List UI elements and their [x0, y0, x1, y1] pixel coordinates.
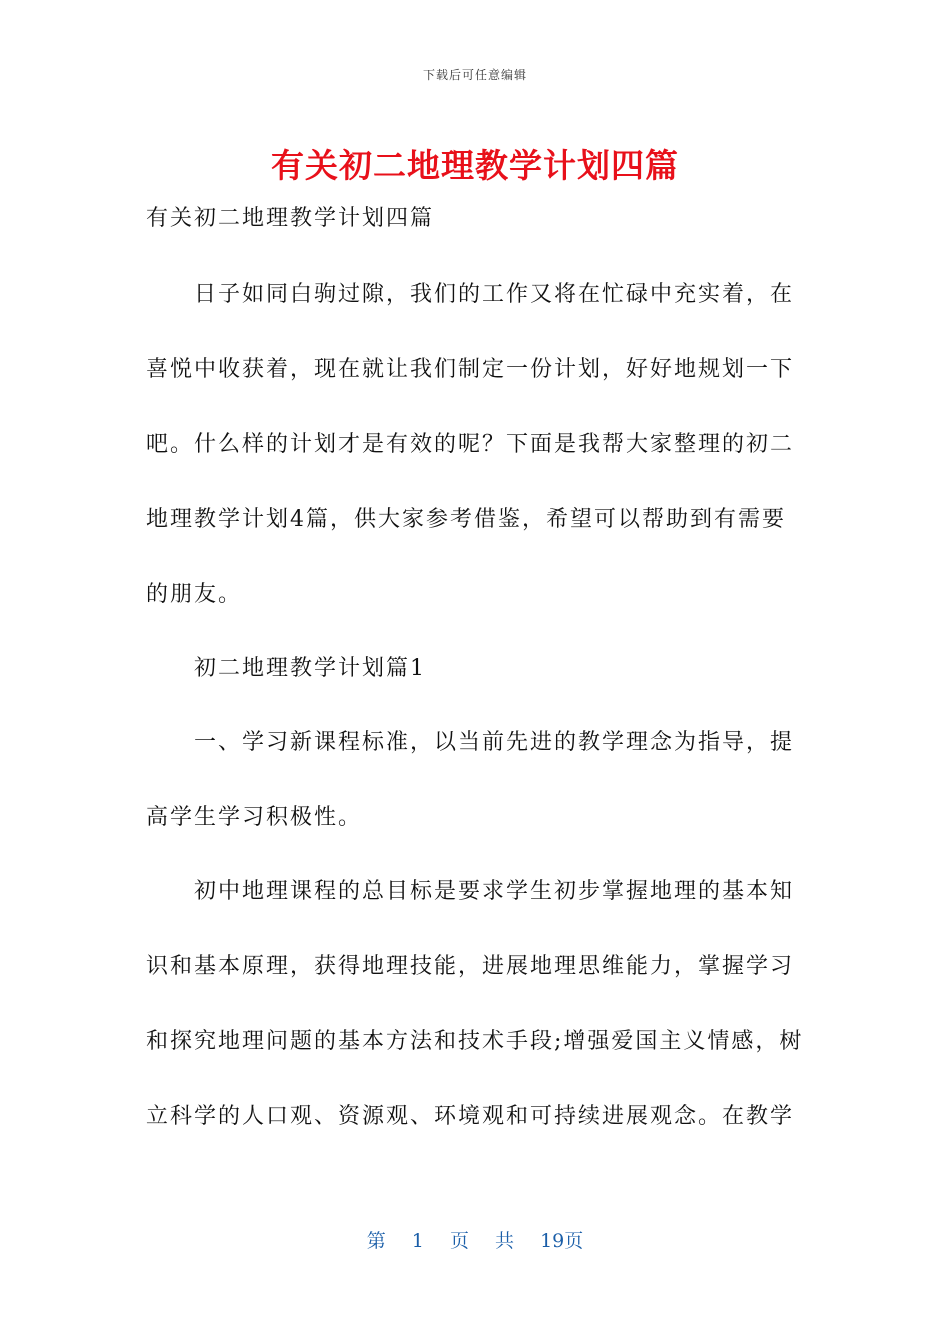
paragraph-line: 吧。什么样的计划才是有效的呢？下面是我帮大家整理的初二	[146, 432, 795, 457]
subtitle-line: 有关初二地理教学计划四篇	[146, 206, 435, 231]
document-title: 有关初二地理教学计划四篇	[271, 146, 679, 185]
page-current: 1	[411, 1230, 424, 1252]
page-label-total-prefix: 共	[495, 1230, 515, 1252]
page-number-footer	[0, 1226, 950, 1253]
paragraph-line: 日子如同白驹过隙，我们的工作又将在忙碌中充实着，在	[194, 282, 795, 307]
paragraph-line: 识和基本原理，获得地理技能，进展地理思维能力，掌握学习	[146, 954, 795, 979]
paragraph-line: 和探究地理问题的基本方法和技术手段;增强爱国主义情感，树	[146, 1029, 804, 1054]
paragraph-line: 初中地理课程的总目标是要求学生初步掌握地理的基本知	[194, 879, 795, 904]
paragraph-line: 立科学的人口观、资源观、环境观和可持续进展观念。在教学	[146, 1104, 795, 1129]
paragraph-line: 喜悦中收获着，现在就让我们制定一份计划，好好地规划一下	[146, 357, 795, 382]
paragraph-line: 高学生学习积极性。	[146, 805, 363, 830]
header-note: 下载后可任意编辑	[422, 68, 527, 82]
section-heading: 初二地理教学计划篇1	[194, 656, 426, 681]
paragraph-line: 一、学习新课程标准，以当前先进的教学理念为指导，提	[194, 730, 795, 755]
page-total: 19页	[540, 1230, 584, 1252]
paragraph-line: 地理教学计划4篇，供大家参考借鉴，希望可以帮助到有需要	[146, 507, 786, 532]
page-label-mid: 页	[449, 1230, 469, 1252]
page-label-prefix: 第	[366, 1230, 386, 1252]
paragraph-line: 的朋友。	[146, 582, 243, 607]
